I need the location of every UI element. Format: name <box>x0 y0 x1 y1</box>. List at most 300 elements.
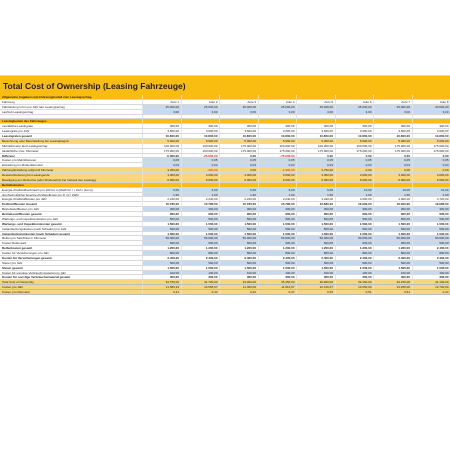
table-cell[interactable]: 1,60 <box>335 193 374 197</box>
table-cell[interactable]: 300,00 <box>373 207 412 211</box>
table-cell[interactable]: 100.000,00 <box>335 144 374 148</box>
table-cell[interactable]: 800,00 <box>219 251 258 255</box>
table-cell[interactable] <box>412 115 450 119</box>
table-cell[interactable]: 1,60 <box>181 193 220 197</box>
table-cell[interactable] <box>335 183 374 187</box>
table-cell[interactable]: 300,00 <box>142 275 181 279</box>
table-cell[interactable]: 10.800,00 <box>296 134 335 138</box>
row-label[interactable]: Wartungs- und Inspektionskosten gesamt <box>2 221 62 226</box>
table-cell[interactable]: 11.816,67 <box>258 285 297 289</box>
table-cell[interactable]: 1.500,00 <box>335 232 374 236</box>
row-label[interactable]: Kosten für Versicherungen gesamt <box>2 255 52 260</box>
table-cell[interactable]: 900,00 <box>142 212 181 216</box>
table-cell[interactable]: Auto 6 <box>335 100 374 104</box>
table-cell[interactable]: 1.500,00 <box>258 222 297 226</box>
table-cell[interactable] <box>258 95 297 99</box>
table-cell[interactable]: 0,03 <box>335 163 374 167</box>
table-cell[interactable]: Auto 2 <box>181 100 220 104</box>
table-cell[interactable]: 0,05 <box>142 158 181 162</box>
table-cell[interactable]: 300,00 <box>335 275 374 279</box>
row-label[interactable]: Steuer gesamt <box>2 265 23 270</box>
table-cell[interactable]: 300,00 <box>219 275 258 279</box>
table-cell[interactable] <box>373 119 412 123</box>
table-cell[interactable]: 0,05 <box>412 158 450 162</box>
table-cell[interactable]: 100.000,00 <box>181 144 220 148</box>
table-cell[interactable]: 900,00 <box>219 212 258 216</box>
row-label[interactable]: Kosten für sonstige Verbrauchsmaterial gesamt <box>2 275 71 280</box>
table-cell[interactable]: 16.000,00 <box>373 202 412 206</box>
table-cell[interactable]: 300,00 <box>412 275 450 279</box>
table-cell[interactable] <box>296 95 335 99</box>
row-label[interactable]: Kosten pro Mehrkilometer <box>2 158 37 163</box>
table-cell[interactable]: 0,05 <box>296 158 335 162</box>
row-label[interactable]: monatliche Leasingrate <box>2 124 34 129</box>
table-cell[interactable] <box>258 119 297 123</box>
table-cell[interactable] <box>142 119 181 123</box>
table-cell[interactable]: 0,00 <box>373 168 412 172</box>
table-cell[interactable]: 175.000,00 <box>412 144 450 148</box>
table-cell[interactable]: 1.200,00 <box>219 246 258 250</box>
row-label[interactable]: tatsächliche max. Kilometer <box>2 148 39 153</box>
table-cell[interactable]: 175.000,00 <box>219 144 258 148</box>
table-cell[interactable]: 50.000,00 <box>296 236 335 240</box>
row-label[interactable]: Instandsetzungskosten (nach Schaden) pro Jahr <box>2 226 67 231</box>
row-label[interactable]: Zahlung/Erstattung aufgrund Kilometer <box>0 168 142 172</box>
table-cell[interactable]: 5.000,00 <box>373 139 412 143</box>
table-cell[interactable] <box>181 95 220 99</box>
table-cell[interactable]: 1.500,00 <box>219 266 258 270</box>
table-cell[interactable]: 50.000,00 <box>412 236 450 240</box>
table-cell[interactable]: 1,60 <box>258 193 297 197</box>
row-label[interactable]: Beteiligung am Mehrerlös (oder Mindererlös) bei Verkauf des Leasingg. <box>0 178 142 182</box>
table-cell[interactable]: 100.000,00 <box>296 144 335 148</box>
table-cell[interactable]: 175.000,00 <box>142 149 181 153</box>
table-cell[interactable]: 10.566,67 <box>181 285 220 289</box>
table-cell[interactable]: 25.000,00 <box>335 105 374 109</box>
table-cell[interactable]: 0,03 <box>296 163 335 167</box>
table-cell[interactable]: 25.000,00 <box>219 105 258 109</box>
table-cell[interactable]: 5.000,00 <box>296 139 335 143</box>
row-label[interactable]: Fahrzeug <box>2 99 15 104</box>
table-cell[interactable]: 25.000,00 <box>142 105 181 109</box>
table-cell[interactable]: 300,00 <box>296 275 335 279</box>
table-cell[interactable]: 10.800,00 <box>181 134 220 138</box>
table-cell[interactable]: Auto 4 <box>258 100 297 104</box>
table-cell[interactable]: 4.000,00 <box>373 197 412 201</box>
table-cell[interactable]: 800,00 <box>296 251 335 255</box>
table-cell[interactable]: 500,00 <box>142 217 181 221</box>
table-cell[interactable]: 300,00 <box>181 124 220 128</box>
table-cell[interactable]: -300,00 <box>181 168 220 172</box>
table-cell[interactable]: 2.400,00 <box>219 256 258 260</box>
table-cell[interactable]: 2.400,00 <box>258 256 297 260</box>
table-cell[interactable]: 35.450,00 <box>258 280 297 284</box>
table-cell[interactable] <box>181 119 220 123</box>
table-cell[interactable]: 300,00 <box>335 124 374 128</box>
table-cell[interactable]: 3,00 <box>335 110 374 114</box>
table-cell[interactable]: 0,45 <box>296 290 335 294</box>
table-cell[interactable]: 11.000,00 <box>219 285 258 289</box>
table-cell[interactable]: 0,00 <box>373 154 412 158</box>
table-cell[interactable] <box>219 183 258 187</box>
table-cell[interactable]: 2.240,00 <box>181 197 220 201</box>
table-cell[interactable]: 6.000,00 <box>296 178 335 182</box>
row-label[interactable]: Energie-/Kraftstoffverbrauch pro 100 km in [l/kwh/m³ / l, kwh / (kom)] <box>2 187 93 192</box>
table-cell[interactable]: 5.000,00 <box>258 139 297 143</box>
table-cell[interactable]: 100,00 <box>296 271 335 275</box>
table-cell[interactable]: 0,44 <box>412 290 450 294</box>
table-cell[interactable]: 175.000,00 <box>373 144 412 148</box>
table-cell[interactable]: 6,00 <box>142 188 181 192</box>
table-cell[interactable] <box>181 115 220 119</box>
table-cell[interactable]: 500,00 <box>181 261 220 265</box>
table-cell[interactable]: 500,00 <box>296 217 335 221</box>
table-cell[interactable]: 500,00 <box>412 217 450 221</box>
table-cell[interactable]: 300,00 <box>412 124 450 128</box>
table-cell[interactable]: 500,00 <box>373 261 412 265</box>
table-cell[interactable]: 6.000,00 <box>373 178 412 182</box>
row-label[interactable]: Kosten für Versicherungen pro Jahr <box>2 251 50 255</box>
table-cell[interactable]: 1,60 <box>412 193 450 197</box>
table-cell[interactable]: 3.600,00 <box>296 129 335 133</box>
row-label[interactable]: Differenz <box>2 153 15 158</box>
table-cell[interactable]: 3.600,00 <box>412 129 450 133</box>
table-cell[interactable]: 0,03 <box>219 163 258 167</box>
table-cell[interactable]: 1.200,00 <box>373 246 412 250</box>
table-cell[interactable]: 175.000,00 <box>296 149 335 153</box>
table-cell[interactable]: 0,03 <box>373 163 412 167</box>
row-label[interactable]: Total Cost of Ownership <box>0 280 142 284</box>
table-cell[interactable]: 10.800,00 <box>335 134 374 138</box>
table-cell[interactable]: 5.000,00 <box>142 139 181 143</box>
table-cell[interactable]: 175.000,00 <box>412 149 450 153</box>
table-cell[interactable]: 3.000,00 <box>296 173 335 177</box>
table-cell[interactable]: 500,00 <box>181 227 220 231</box>
table-cell[interactable]: 0,05 <box>219 158 258 162</box>
table-cell[interactable] <box>219 119 258 123</box>
table-cell[interactable]: 500,00 <box>219 261 258 265</box>
table-cell[interactable]: 15.780,00 <box>181 202 220 206</box>
table-cell[interactable]: 600,00 <box>335 241 374 245</box>
row-label[interactable]: Mehrkilometer laut Leasingvertrag <box>2 143 48 148</box>
table-cell[interactable]: 1.500,00 <box>142 222 181 226</box>
table-cell[interactable]: 500,00 <box>219 217 258 221</box>
table-cell[interactable]: 500,00 <box>373 227 412 231</box>
table-cell[interactable]: 1.500,00 <box>373 266 412 270</box>
table-cell[interactable]: 500,00 <box>219 227 258 231</box>
table-cell[interactable]: 800,00 <box>373 251 412 255</box>
table-cell[interactable]: 100,00 <box>258 271 297 275</box>
row-label[interactable]: Steuer pro Jahr <box>2 260 23 265</box>
table-cell[interactable] <box>258 115 297 119</box>
table-cell[interactable] <box>142 95 181 99</box>
table-cell[interactable]: 3,00 <box>258 110 297 114</box>
table-cell[interactable]: 6,00 <box>219 188 258 192</box>
table-cell[interactable]: 6,00 <box>181 188 220 192</box>
table-cell[interactable]: 500,00 <box>258 217 297 221</box>
table-cell[interactable]: 41.100,00 <box>412 280 450 284</box>
table-cell[interactable]: 3.600,00 <box>258 129 297 133</box>
table-cell[interactable]: 300,00 <box>258 207 297 211</box>
table-cell[interactable]: 100,00 <box>181 271 220 275</box>
table-cell[interactable] <box>258 183 297 187</box>
table-cell[interactable]: 10,00 <box>335 188 374 192</box>
table-cell[interactable]: 0,00 <box>335 168 374 172</box>
row-label[interactable]: Kosten pro Jahr <box>0 285 142 289</box>
table-cell[interactable]: 900,00 <box>412 212 450 216</box>
row-label[interactable]: Energie-/Kraftstoffkosten pro Jahr <box>2 197 47 202</box>
table-cell[interactable]: 1.500,00 <box>296 222 335 226</box>
table-cell[interactable]: 900,00 <box>335 212 374 216</box>
table-cell[interactable]: 50.000,00 <box>258 236 297 240</box>
table-cell[interactable]: 500,00 <box>412 261 450 265</box>
table-cell[interactable]: 600,00 <box>219 241 258 245</box>
table-cell[interactable]: 900,00 <box>373 212 412 216</box>
table-cell[interactable]: 600,00 <box>181 241 220 245</box>
table-cell[interactable]: 3,00 <box>373 110 412 114</box>
table-cell[interactable]: 6.000,00 <box>142 178 181 182</box>
table-cell[interactable]: 300,00 <box>181 275 220 279</box>
table-cell[interactable]: 15.780,00 <box>258 202 297 206</box>
table-cell[interactable]: 0,00 <box>296 154 335 158</box>
table-cell[interactable]: Auto 5 <box>296 100 335 104</box>
table-cell[interactable]: 1.500,00 <box>258 266 297 270</box>
row-label[interactable]: Reifenkosten gesamt <box>2 246 33 250</box>
table-cell[interactable]: 600,00 <box>258 241 297 245</box>
table-cell[interactable]: 300,00 <box>142 124 181 128</box>
table-cell[interactable]: 2.240,00 <box>219 197 258 201</box>
table-cell[interactable]: 50.000,00 <box>181 236 220 240</box>
table-cell[interactable]: 5.000,00 <box>412 139 450 143</box>
table-cell[interactable]: 600,00 <box>373 241 412 245</box>
table-cell[interactable] <box>335 115 374 119</box>
table-cell[interactable]: 3.600,00 <box>373 129 412 133</box>
table-cell[interactable]: 500,00 <box>181 217 220 221</box>
table-cell[interactable]: 13.050,00 <box>335 285 374 289</box>
table-cell[interactable]: 10.800,00 <box>219 134 258 138</box>
row-label[interactable]: Betriebsstoffkosten pro Jahr <box>2 207 40 211</box>
table-cell[interactable]: 1.500,00 <box>219 232 258 236</box>
table-cell[interactable]: 0,42 <box>219 290 258 294</box>
table-cell[interactable]: 2.400,00 <box>296 256 335 260</box>
table-cell[interactable]: 0,00 <box>412 168 450 172</box>
row-label[interactable]: Kosten pro Kilometer <box>0 290 142 294</box>
table-cell[interactable]: 300,00 <box>296 124 335 128</box>
table-cell[interactable]: -5.000,00 <box>142 154 181 158</box>
table-cell[interactable]: 175.000,00 <box>335 149 374 153</box>
table-cell[interactable]: 300,00 <box>219 207 258 211</box>
table-cell[interactable]: 10,00 <box>412 188 450 192</box>
table-cell[interactable]: 800,00 <box>181 251 220 255</box>
table-cell[interactable]: 1.500,00 <box>258 232 297 236</box>
table-cell[interactable]: 10.800,00 <box>412 134 450 138</box>
table-cell[interactable]: 5.000,00 <box>181 139 220 143</box>
table-cell[interactable]: 25.000,00 <box>296 105 335 109</box>
table-cell[interactable]: 300,00 <box>335 207 374 211</box>
table-cell[interactable]: 100.000,00 <box>258 144 297 148</box>
table-cell[interactable]: 300,00 <box>181 207 220 211</box>
table-cell[interactable]: 500,00 <box>296 261 335 265</box>
table-cell[interactable]: 10.800,00 <box>373 134 412 138</box>
table-cell[interactable]: 0,05 <box>258 158 297 162</box>
table-cell[interactable] <box>335 95 374 99</box>
table-cell[interactable]: 19.680,00 <box>412 202 450 206</box>
table-cell[interactable]: 3,00 <box>181 110 220 114</box>
table-cell[interactable]: 6.000,00 <box>181 178 220 182</box>
table-cell[interactable]: 36.950,00 <box>296 280 335 284</box>
table-cell[interactable]: 50.000,00 <box>335 236 374 240</box>
table-cell[interactable] <box>142 183 181 187</box>
row-label[interactable]: Kosten Reifensatz <box>2 241 27 246</box>
table-cell[interactable]: 500,00 <box>335 261 374 265</box>
table-cell[interactable]: 100,00 <box>335 271 374 275</box>
table-cell[interactable] <box>373 183 412 187</box>
table-cell[interactable]: 2.400,00 <box>373 256 412 260</box>
table-cell[interactable]: 5.000,00 <box>219 139 258 143</box>
table-cell[interactable]: 3.750,00 <box>296 168 335 172</box>
table-cell[interactable]: 500,00 <box>142 261 181 265</box>
table-cell[interactable]: 0,05 <box>335 158 374 162</box>
table-cell[interactable]: 6,00 <box>258 188 297 192</box>
table-cell[interactable] <box>296 183 335 187</box>
table-cell[interactable]: 1,60 <box>373 193 412 197</box>
table-cell[interactable]: 900,00 <box>258 212 297 216</box>
table-cell[interactable]: 10,00 <box>373 188 412 192</box>
table-cell[interactable]: 1,60 <box>296 193 335 197</box>
table-cell[interactable]: -3.300,00 <box>258 168 297 172</box>
table-cell[interactable]: 3,00 <box>219 110 258 114</box>
table-cell[interactable]: 1.500,00 <box>373 222 412 226</box>
table-cell[interactable] <box>296 119 335 123</box>
table-cell[interactable]: 800,00 <box>412 251 450 255</box>
table-cell[interactable]: 1.500,00 <box>335 222 374 226</box>
table-cell[interactable]: 1.500,00 <box>142 266 181 270</box>
table-cell[interactable]: 3.600,00 <box>142 129 181 133</box>
table-cell[interactable]: -75.000,00 <box>258 154 297 158</box>
table-cell[interactable]: 50.000,00 <box>373 236 412 240</box>
table-cell[interactable]: 2.400,00 <box>412 246 450 250</box>
table-cell[interactable]: 0,00 <box>412 154 450 158</box>
table-cell[interactable]: 500,00 <box>335 227 374 231</box>
table-cell[interactable]: 300,00 <box>373 124 412 128</box>
table-cell[interactable]: 5.000,00 <box>335 139 374 143</box>
table-cell[interactable]: 500,00 <box>373 217 412 221</box>
table-cell[interactable]: 500,00 <box>296 227 335 231</box>
table-cell[interactable]: 1.500,00 <box>373 232 412 236</box>
table-cell[interactable]: 0,03 <box>181 163 220 167</box>
table-cell[interactable]: 0,41 <box>142 290 181 294</box>
table-cell[interactable]: 100,00 <box>219 271 258 275</box>
row-label[interactable]: Instandsetzungskosten (nach Schaden) gesamt <box>2 231 70 236</box>
table-cell[interactable]: 500,00 <box>412 227 450 231</box>
row-label[interactable]: Erstattung pro Minderkilometer <box>2 163 44 168</box>
table-cell[interactable]: 1.500,00 <box>296 232 335 236</box>
row-label[interactable]: Leasingkosten des Fahrzeuges <box>2 119 47 124</box>
table-cell[interactable]: 2.240,00 <box>258 197 297 201</box>
table-cell[interactable]: 900,00 <box>181 212 220 216</box>
table-cell[interactable]: 6.000,00 <box>335 178 374 182</box>
table-cell[interactable]: 1.200,00 <box>181 246 220 250</box>
table-cell[interactable]: 25.000,00 <box>181 105 220 109</box>
table-cell[interactable]: 3.000,00 <box>142 173 181 177</box>
table-cell[interactable]: 50.000,00 <box>142 236 181 240</box>
row-label[interactable]: Kraftstoffkosten Gesamt <box>2 202 38 207</box>
table-cell[interactable]: 1.500,00 <box>181 266 220 270</box>
table-cell[interactable]: 600,00 <box>412 241 450 245</box>
table-cell[interactable]: 15.780,00 <box>219 202 258 206</box>
table-cell[interactable] <box>181 183 220 187</box>
table-cell[interactable]: 12.316,67 <box>296 285 335 289</box>
table-cell[interactable] <box>412 95 450 99</box>
table-cell[interactable]: 3,00 <box>296 110 335 114</box>
row-label[interactable]: Betriebskosten <box>2 182 24 187</box>
table-cell[interactable]: 16.000,00 <box>335 202 374 206</box>
row-label[interactable] <box>0 115 142 119</box>
table-cell[interactable]: 10.800,00 <box>258 134 297 138</box>
table-cell[interactable]: 300,00 <box>373 275 412 279</box>
table-cell[interactable]: 15.780,00 <box>142 202 181 206</box>
table-cell[interactable]: 500,00 <box>142 227 181 231</box>
row-label[interactable]: Berechnung oder Bereitstellung bei Leasingbeginn <box>0 139 142 143</box>
table-cell[interactable]: 1.500,00 <box>181 222 220 226</box>
row-label[interactable]: Leasingraten gesamt <box>2 134 33 138</box>
table-cell[interactable]: 1.500,00 <box>296 266 335 270</box>
table-cell[interactable]: 600,00 <box>142 241 181 245</box>
table-cell[interactable]: 2.400,00 <box>412 256 450 260</box>
table-cell[interactable]: 100,00 <box>142 271 181 275</box>
table-cell[interactable]: 900,00 <box>296 212 335 216</box>
table-cell[interactable]: 300,00 <box>296 207 335 211</box>
table-cell[interactable] <box>219 115 258 119</box>
table-cell[interactable]: 600,00 <box>296 241 335 245</box>
table-cell[interactable]: 1.200,00 <box>258 246 297 250</box>
table-cell[interactable]: 3.600,00 <box>335 129 374 133</box>
row-label[interactable]: Kosten für sonstige Verbrauchsmaterial pro Jahr <box>2 270 67 275</box>
table-cell[interactable]: 0,47 <box>258 290 297 294</box>
table-cell[interactable]: 3.250,00 <box>142 168 181 172</box>
table-cell[interactable]: 1,60 <box>219 193 258 197</box>
table-cell[interactable]: 150.000,00 <box>181 149 220 153</box>
table-cell[interactable]: 25.000,00 <box>373 105 412 109</box>
table-cell[interactable]: 3.040,00 <box>296 197 335 201</box>
table-cell[interactable]: 300,00 <box>258 275 297 279</box>
table-cell[interactable]: 300,00 <box>258 124 297 128</box>
table-cell[interactable]: 1.200,00 <box>296 246 335 250</box>
table-cell[interactable]: 175.000,00 <box>373 149 412 153</box>
table-cell[interactable]: Auto 1 <box>142 100 181 104</box>
table-cell[interactable]: Auto 8 <box>412 100 450 104</box>
table-cell[interactable]: 2.400,00 <box>335 256 374 260</box>
table-cell[interactable]: 1.500,00 <box>335 266 374 270</box>
table-cell[interactable] <box>142 115 181 119</box>
table-cell[interactable] <box>296 115 335 119</box>
table-cell[interactable]: 300,00 <box>219 124 258 128</box>
table-cell[interactable]: 2.400,00 <box>181 256 220 260</box>
table-cell[interactable]: 31.700,00 <box>181 280 220 284</box>
table-cell[interactable]: 3,00 <box>142 110 181 114</box>
table-cell[interactable]: 40.000,00 <box>412 105 450 109</box>
table-cell[interactable]: 33.000,00 <box>219 280 258 284</box>
table-cell[interactable]: 100.000,00 <box>142 144 181 148</box>
table-cell[interactable]: 3.000,00 <box>373 173 412 177</box>
table-cell[interactable]: -25.000,00 <box>181 154 220 158</box>
table-cell[interactable]: 1.200,00 <box>335 246 374 250</box>
row-label[interactable]: Fahrleistung in km pro Jahr laut Leasingvertrag <box>2 104 65 109</box>
table-cell[interactable]: 1.500,00 <box>219 222 258 226</box>
table-cell[interactable]: 1.200,00 <box>142 246 181 250</box>
table-cell[interactable]: 6,00 <box>296 188 335 192</box>
row-label[interactable]: durchschnittlicher Energie-/Kraftstoffpreis pro [l/ m³ / kWh] <box>2 192 79 197</box>
